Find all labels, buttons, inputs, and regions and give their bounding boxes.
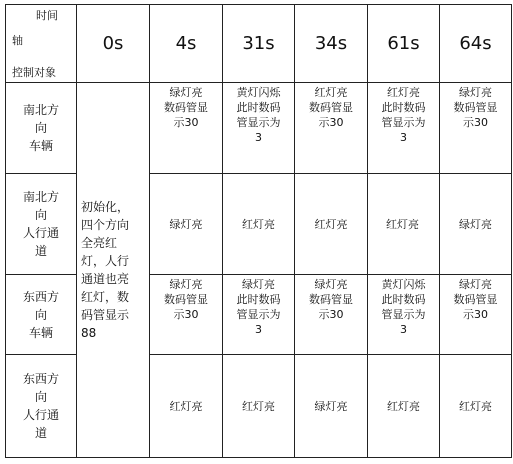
corner-time-label: 时间 [36, 9, 58, 22]
cell-text-line: 数码管显 [309, 293, 353, 306]
row-label-ew-vehicle [6, 275, 77, 355]
cell-text-line: 数码管显 [164, 293, 208, 306]
cell-text-line: 红灯，数 [81, 290, 130, 304]
state-cell [223, 355, 295, 458]
cell-text-line: 此时数码 [381, 101, 426, 114]
cell-text-line: 管显示为 [381, 116, 426, 129]
cell-text-line: 绿灯亮 [314, 278, 348, 291]
cell-text-line: 此时数码 [236, 293, 281, 306]
cell-text-line: 向 [34, 208, 47, 222]
cell-text-line: 3 [400, 131, 407, 144]
state-cell [150, 275, 223, 355]
cell-text-line: 红灯亮 [242, 399, 275, 413]
cell-text-line: 向 [34, 307, 47, 322]
cell-text-line: 3 [255, 131, 262, 144]
state-cell [440, 275, 512, 355]
cell-text-line: 全亮红 [81, 236, 118, 250]
cell-text-line: 红灯亮 [459, 399, 492, 413]
cell-text-line: 通道也亮 [81, 272, 130, 286]
cell-text-line: 绿灯亮 [459, 86, 492, 99]
cell-text-line: 红灯亮 [314, 86, 348, 99]
row-label-ns-pedestrian [6, 174, 77, 275]
cell-text-line: 黄灯闪烁 [236, 86, 281, 99]
cell-text-line: 示30 [463, 116, 488, 129]
cell-text-line: 数码管显 [309, 101, 353, 114]
corner-axis-label: 轴 [12, 34, 23, 47]
state-cell [440, 355, 512, 458]
cell-text-line: 红灯亮 [387, 86, 420, 99]
cell-text-line: 红灯亮 [386, 217, 419, 231]
state-cell [440, 174, 512, 275]
state-cell [295, 174, 368, 275]
cell-text-line: 道 [34, 244, 47, 258]
cell-text-line: 黄灯闪烁 [381, 278, 426, 291]
time-header-31s: 31s [223, 5, 295, 83]
cell-text-line: 人行通 [22, 408, 59, 422]
cell-text-line: 人行通 [22, 226, 59, 240]
time-header-64s: 64s [440, 5, 512, 83]
state-cell [440, 83, 512, 174]
cell-text-line: 示30 [463, 308, 488, 321]
cell-text-line: 3 [255, 323, 262, 336]
cell-text-line: 示30 [318, 308, 344, 321]
cell-text-line: 88 [81, 326, 97, 340]
row-label-ns-vehicle [6, 83, 77, 174]
cell-text-line: 绿灯亮 [314, 399, 348, 413]
cell-text-line: 红灯亮 [314, 217, 348, 231]
cell-text-line: 管显示为 [236, 116, 281, 129]
cell-text-line: 四个方向 [81, 218, 130, 232]
time-header-34s: 34s [295, 5, 368, 83]
cell-text-line: 此时数码 [236, 101, 281, 114]
state-cell [368, 174, 440, 275]
cell-text-line: 管显示为 [381, 308, 426, 321]
state-cell [150, 83, 223, 174]
cell-text-line: 3 [400, 323, 407, 336]
cell-text-line: 东西方 [22, 372, 59, 386]
cell-text-line: 红灯亮 [387, 399, 420, 413]
cell-text-line: 管显示为 [236, 308, 281, 321]
cell-text-line: 码管显示 [81, 308, 130, 322]
state-cell [223, 275, 295, 355]
cell-text-line: 绿灯亮 [459, 217, 492, 231]
timing-table [5, 4, 512, 458]
initial-state-cell [77, 83, 150, 458]
cell-text-line: 示30 [318, 116, 344, 129]
cell-text-line: 绿灯亮 [169, 217, 203, 231]
cell-text-line: 车辆 [28, 139, 53, 153]
cell-text-line: 此时数码 [381, 293, 426, 306]
time-header-4s: 4s [150, 5, 223, 83]
cell-text-line: 东西方 [22, 289, 59, 304]
cell-text-line: 示30 [173, 308, 199, 321]
cell-text-line: 红灯亮 [242, 217, 275, 231]
cell-text-line: 向 [34, 121, 47, 135]
cell-text-line: 数码管显 [453, 101, 498, 114]
time-header-0s: 0s [77, 5, 150, 83]
cell-text-line: 道 [34, 426, 47, 440]
cell-text-line: 车辆 [28, 325, 53, 340]
cell-text-line: 灯，人行 [81, 254, 130, 268]
state-cell [295, 83, 368, 174]
state-cell [368, 83, 440, 174]
state-cell [368, 355, 440, 458]
cell-text-line: 南北方 [22, 103, 59, 117]
row-label-ew-pedestrian [6, 355, 77, 458]
state-cell [223, 83, 295, 174]
state-cell [150, 355, 223, 458]
cell-text-line: 红灯亮 [169, 399, 203, 413]
cell-text-line: 向 [34, 390, 47, 404]
state-cell [150, 174, 223, 275]
time-header-61s: 61s [368, 5, 440, 83]
cell-text-line: 数码管显 [164, 101, 208, 114]
state-cell [295, 355, 368, 458]
corner-header-cell [6, 5, 77, 83]
cell-text-line: 数码管显 [453, 293, 498, 306]
cell-text-line: 绿灯亮 [459, 278, 492, 291]
cell-text-line: 绿灯亮 [242, 278, 275, 291]
state-cell [223, 174, 295, 275]
cell-text-line: 初始化， [81, 200, 130, 214]
cell-text-line: 示30 [173, 116, 199, 129]
corner-object-label: 控制对象 [12, 66, 56, 79]
state-cell [295, 275, 368, 355]
cell-text-line: 绿灯亮 [169, 278, 203, 291]
state-cell [368, 275, 440, 355]
cell-text-line: 绿灯亮 [169, 86, 203, 99]
cell-text-line: 南北方 [22, 190, 59, 204]
